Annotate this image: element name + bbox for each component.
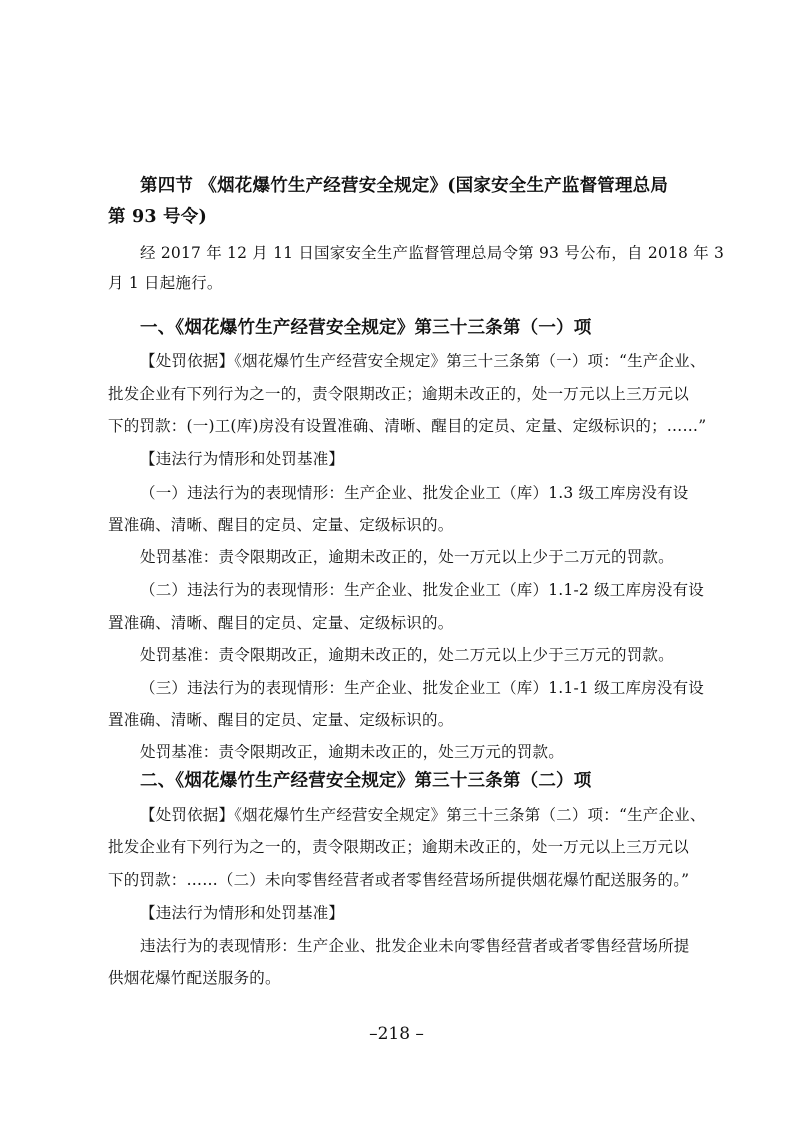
article1-case2: （二）违法行为的表现情形：生产企业、批发企业工（库）1.1-2 级工库房没有设 [140, 581, 704, 599]
article2-heading: 二、《烟花爆竹生产经营安全规定》第三十三条第（二）项 [140, 771, 592, 791]
article1-heading: 一、《烟花爆竹生产经营安全规定》第三十三条第（一）项 [140, 318, 592, 338]
article1-case3: （三）违法行为的表现情形：生产企业、批发企业工（库）1.1-1 级工库房没有设 [140, 679, 704, 697]
article1-basis-line3: 下的罚款：(一)工(库)房没有设置准确、清晰、醒目的定员、定量、定级标识的；……” [108, 417, 707, 435]
article2-standard-label: 【违法行为情形和处罚基准】 [140, 904, 345, 922]
article1-case1-cont: 置准确、清晰、醒目的定员、定量、定级标识的。 [108, 516, 454, 534]
article1-case2-penalty: 处罚基准：责令限期改正，逾期未改正的，处二万元以上少于三万元的罚款。 [140, 646, 674, 664]
article1-case2-cont: 置准确、清晰、醒目的定员、定量、定级标识的。 [108, 614, 454, 632]
article2-case: 违法行为的表现情形：生产企业、批发企业未向零售经营者或者零售经营场所提 [140, 937, 690, 955]
article1-case1-penalty: 处罚基准：责令限期改正，逾期未改正的，处一万元以上少于二万元的罚款。 [140, 548, 674, 566]
article1-case3-penalty: 处罚基准：责令限期改正，逾期未改正的，处三万元的罚款。 [140, 743, 564, 761]
article2-case-cont: 供烟花爆竹配送服务的。 [108, 969, 281, 987]
article2-basis: 【处罚依据】《烟花爆竹生产经营安全规定》第三十三条第（二）项：“生产企业、 [140, 806, 706, 824]
page-number: –218 – [369, 1024, 424, 1044]
article2-basis-line3: 下的罚款：……（二）未向零售经营者或者零售经营场所提供烟花爆竹配送服务的。” [108, 871, 690, 889]
effective-note: 经 2017 年 12 月 11 日国家安全生产监督管理总局令第 93 号公布，自 2018 年 3 [140, 244, 725, 262]
section-title-cont: 第 93 号令) [108, 207, 207, 227]
effective-note-cont: 月 1 日起施行。 [108, 274, 223, 292]
article1-basis-line2: 批发企业有下列行为之一的，责令限期改正；逾期未改正的，处一万元以上三万元以 [108, 385, 689, 403]
article1-standard-label: 【违法行为情形和处罚基准】 [140, 450, 345, 468]
section-title: 第四节 《烟花爆竹生产经营安全规定》(国家安全生产监督管理总局 [140, 176, 669, 196]
article1-case3-cont: 置准确、清晰、醒目的定员、定量、定级标识的。 [108, 711, 454, 729]
article1-case1: （一）违法行为的表现情形：生产企业、批发企业工（库）1.3 级工库房没有设 [140, 484, 689, 502]
article2-basis-line2: 批发企业有下列行为之一的，责令限期改正；逾期未改正的，处一万元以上三万元以 [108, 838, 689, 856]
article1-basis: 【处罚依据】《烟花爆竹生产经营安全规定》第三十三条第（一）项：“生产企业、 [140, 352, 706, 370]
